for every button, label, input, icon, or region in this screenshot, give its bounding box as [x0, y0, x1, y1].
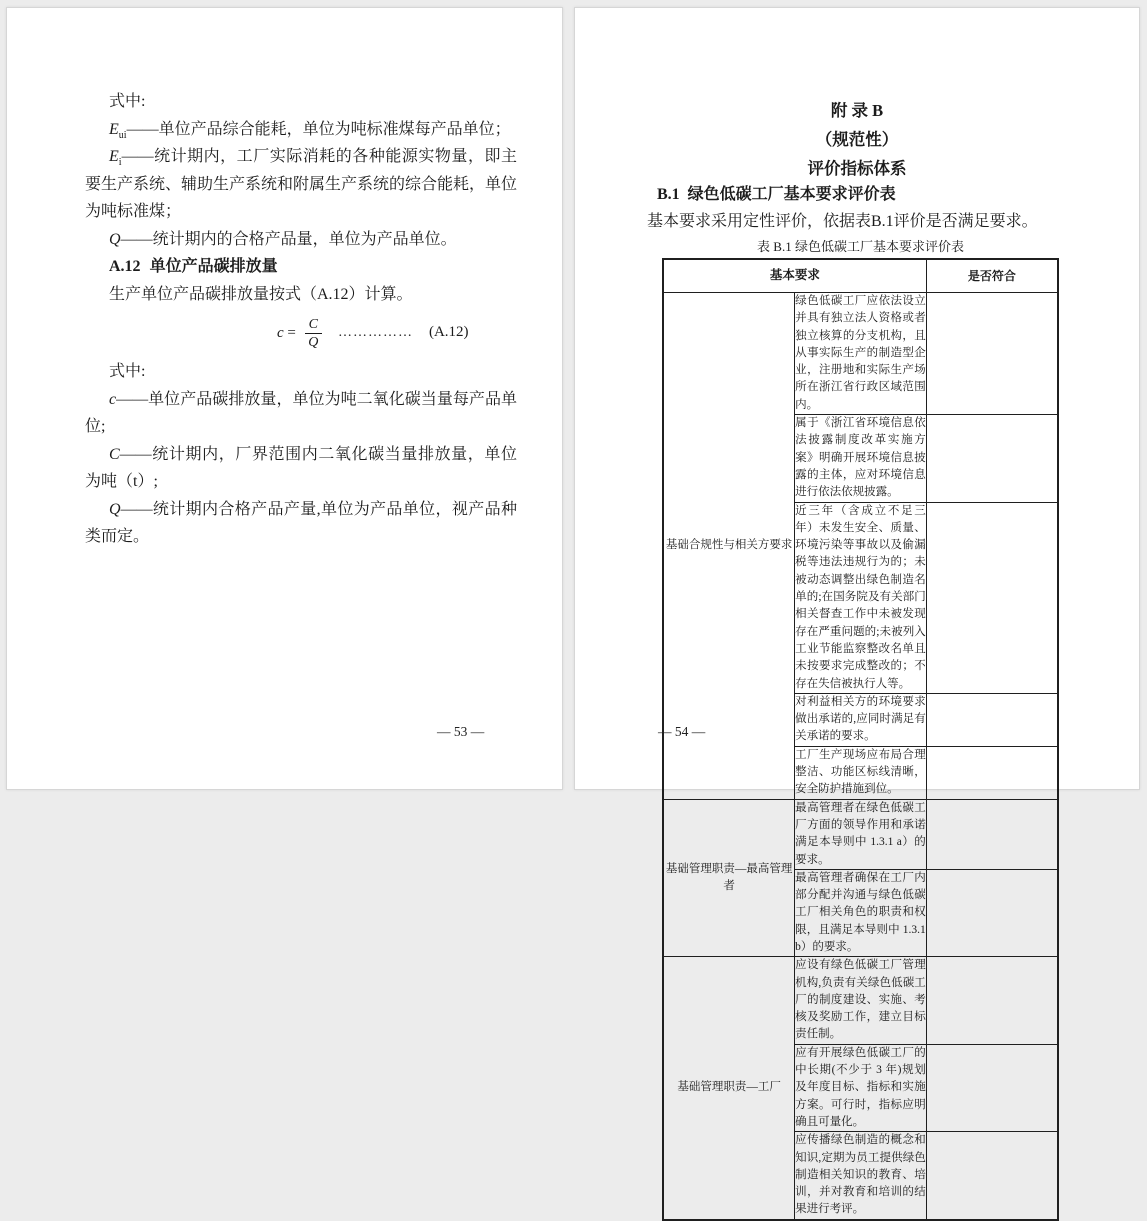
table-b1-basic-requirements [662, 258, 1059, 1221]
clause-a12-heading: A.12 单位产品碳排放量 [109, 258, 278, 275]
page-53-number: — 53 — [437, 724, 485, 739]
page-54-number: — 54 — [658, 724, 706, 739]
body-paragraph: 生产单位产品碳排放量按式（A.12）计算。 [109, 285, 413, 303]
table-header-basic-requirements: 基本要求 [663, 259, 926, 293]
appendix-heading: 评价指标体系 [807, 159, 907, 178]
compliance-cell-empty [926, 746, 1058, 799]
table-row [663, 799, 1058, 869]
compliance-cell-empty [926, 957, 1058, 1044]
table-row [663, 293, 1058, 415]
table-header-compliance: 是否符合 [926, 259, 1058, 293]
requirement-cell: 绿色低碳工厂应依法设立并具有独立法人资格或者独立核算的分支机构，且从事实际生产的制造型企业，注册地和实际生产场所在浙江省行政区域范围内。 [795, 293, 927, 415]
requirement-cell: 应传播绿色制造的概念和知识,定期为员工提供绿色制造相关知识的教育、培训，并对教育和培训的结果进行考评。 [795, 1132, 927, 1220]
section-b1-title: 绿色低碳工厂基本要求评价表 [687, 186, 896, 203]
category-cell: 基础合规性与相关方要求 [663, 293, 795, 800]
page-53-content [85, 88, 517, 551]
compliance-cell-empty [926, 293, 1058, 415]
compliance-cell-empty [926, 799, 1058, 869]
requirement-cell: 对利益相关方的环境要求做出承诺的,应同时满足有关承诺的要求。 [795, 693, 927, 746]
equation-dot-leader: …………… [337, 325, 413, 341]
compliance-cell-empty [926, 693, 1058, 746]
category-cell: 基础管理职责—工厂 [663, 957, 795, 1220]
compliance-cell-empty [926, 502, 1058, 693]
symbol-definition: $E_{ui}——$单位产品综合能耗，单位为吨标准煤每产品单位； [109, 120, 511, 141]
requirement-cell: 工厂生产现场应布局合理整洁、功能区标线清晰，安全防护措施到位。 [795, 746, 927, 799]
equation-lhs: c = $\frac{C}{Q}$ [277, 316, 322, 351]
symbol-definition: C——统计期内，厂界范围内二氧化碳当量排放量，单位为吨（t）; [85, 445, 517, 490]
formula-where-label: 式中: [109, 93, 146, 110]
compliance-cell-empty [926, 415, 1058, 502]
table-b1-caption: 表 B.1 绿色低碳工厂基本要求评价表 [757, 239, 964, 254]
requirement-cell: 近三年（含成立不足三年）未发生安全、质量、环境污染等事故以及偷漏税等违法违规行为的；未被动态调整出绿色制造名单的;在国务院及有关部门相关督查工作中未被发现存在严重问题的;未被列入工业节能监察整改名单且未按要求完成整改的；不存在失信被执行人等。 [795, 502, 927, 693]
document-page-54 [574, 7, 1140, 1216]
symbol-definition: $E_i——$统计期内，工厂实际消耗的各种能源实物量，即主要生产系统、辅助生产系统和附属生产系统的综合能耗，单位为吨标准煤； [85, 148, 518, 220]
requirement-cell: 属于《浙江省环境信息依法披露制度改革实施方案》明确开展环境信息披露的主体，应对环境信息进行依法依规披露。 [795, 415, 927, 502]
formula-where-label: 式中: [109, 363, 146, 380]
requirement-cell: 最高管理者在绿色低碳工厂方面的领导作用和承诺满足本导则中 1.3.1 a）的要求。 [795, 799, 927, 869]
section-b1-intro: 基本要求采用定性评价，依据表B.1评价是否满足要求。 [647, 213, 1038, 230]
symbol-definition: Q——统计期内合格产品产量,单位为产品单位，视产品种类而定。 [85, 500, 517, 545]
table-row [663, 957, 1058, 1044]
symbol-definition: Q——统计期内的合格产品量，单位为产品单位。 [109, 230, 457, 248]
symbol-definition: c——单位产品碳排放量，单位为吨二氧化碳当量每产品单位; [85, 390, 517, 435]
document-page-53 [6, 7, 563, 790]
compliance-cell-empty [926, 869, 1058, 956]
requirement-cell: 应有开展绿色低碳工厂的中长期(不少于 3 年)规划及年度目标、指标和实施方案。可行时，指标应明确且可量化。 [795, 1044, 927, 1131]
requirement-cell: 应设有绿色低碳工厂管理机构,负责有关绿色低碳工厂的制度建设、实施、考核及奖励工作，建立目标责任制。 [795, 957, 927, 1044]
compliance-cell-empty [926, 1044, 1058, 1131]
section-b1-heading [657, 181, 896, 204]
section-b1-label: B.1 [657, 186, 680, 203]
appendix-b-header [575, 96, 1139, 183]
compliance-cell-empty [926, 1132, 1058, 1220]
appendix-title: 附 录 B [830, 101, 884, 120]
equation-a12 [85, 308, 517, 358]
requirement-cell: 最高管理者确保在工厂内部分配并沟通与绿色低碳工厂相关角色的职责和权限，且满足本导则中 1.3.1 b）的要求。 [795, 869, 927, 956]
category-cell: 基础管理职责—最高管理者 [663, 799, 795, 957]
appendix-normative-label: （规范性） [815, 130, 899, 149]
equation-number: (A.12) [428, 324, 469, 341]
